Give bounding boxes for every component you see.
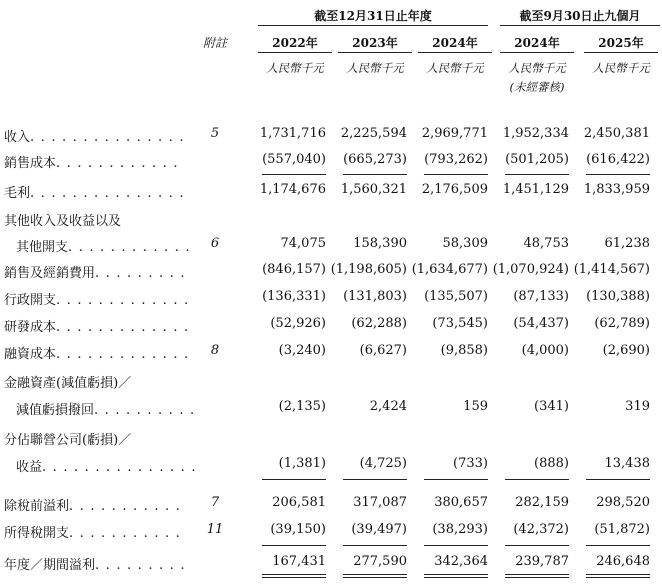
value-cell: (888)	[534, 456, 569, 471]
row-label-gross-profit: 毛利. . . . . . . . . . . . . . .	[4, 186, 185, 201]
value-cell: 1,833,959	[583, 182, 650, 197]
total-double-rule	[505, 574, 569, 575]
value-cell: (39,497)	[351, 522, 407, 537]
row-label-other-expenses: 其他開支. . . . . . . . . . . .	[16, 240, 191, 255]
total-double-rule	[343, 577, 407, 578]
subtotal-rule	[343, 545, 407, 546]
value-cell: (341)	[534, 399, 569, 414]
unit-label: 人民幣千元	[426, 61, 484, 75]
row-note: 11	[206, 522, 224, 537]
group-header-nine-months: 截至9月30日止九個月	[519, 9, 641, 23]
value-cell: 277,590	[353, 554, 407, 569]
value-cell: 206,581	[272, 495, 326, 510]
subtotal-rule	[262, 479, 326, 480]
value-cell: 239,787	[515, 554, 569, 569]
value-cell: 2,176,509	[421, 182, 488, 197]
year-header-2024: 2024年	[432, 36, 478, 50]
subtotal-rule	[586, 545, 650, 546]
subtotal-rule	[505, 545, 569, 546]
value-cell: (130,388)	[586, 289, 650, 304]
total-double-rule	[424, 577, 488, 578]
value-cell: 298,520	[596, 495, 650, 510]
value-cell: (1,070,924)	[492, 262, 569, 277]
unaudited-label: (未經審核)	[509, 80, 565, 94]
value-cell: (616,422)	[586, 152, 650, 167]
value-cell: 1,174,676	[259, 182, 326, 197]
value-cell: (136,331)	[262, 289, 326, 304]
value-cell: 246,648	[596, 554, 650, 569]
value-cell: (1,381)	[278, 456, 326, 471]
unit-label: 人民幣千元	[346, 61, 404, 75]
year-rule	[258, 52, 332, 53]
value-cell: 1,451,129	[502, 182, 569, 197]
value-cell: (846,157)	[262, 262, 326, 277]
row-label-financial-assets: 金融資產(減值虧損)／	[4, 376, 132, 391]
total-double-rule	[586, 577, 650, 578]
group-rule-year-end	[258, 25, 488, 26]
unit-label: 人民幣千元	[266, 61, 324, 75]
total-double-rule	[424, 574, 488, 575]
subtotal-rule	[424, 174, 488, 175]
group-header-year-end: 截至12月31日止年度	[314, 9, 432, 23]
value-cell: 58,309	[442, 236, 488, 251]
value-cell: (73,545)	[432, 316, 488, 331]
value-cell: (3,240)	[278, 343, 326, 358]
value-cell: 159	[463, 399, 488, 414]
row-note: 8	[210, 343, 220, 358]
total-double-rule	[586, 574, 650, 575]
value-cell: (42,372)	[513, 522, 569, 537]
year-header-2022: 2022年	[272, 36, 318, 50]
row-label-profit-before-tax: 除稅前溢利. . . . . . . . . . .	[4, 499, 181, 514]
total-double-rule	[343, 574, 407, 575]
row-label-administrative: 行政開支. . . . . . . . . . . . .	[4, 293, 190, 308]
subtotal-rule	[262, 545, 326, 546]
subtotal-rule	[586, 174, 650, 175]
value-cell: (38,293)	[432, 522, 488, 537]
subtotal-rule	[343, 174, 407, 175]
year-rule	[338, 52, 412, 53]
value-cell: 48,753	[523, 236, 569, 251]
value-cell: 13,438	[604, 456, 650, 471]
value-cell: (135,507)	[424, 289, 488, 304]
year-rule	[584, 52, 658, 53]
subtotal-rule	[505, 479, 569, 480]
value-cell: 317,087	[353, 495, 407, 510]
total-double-rule	[505, 577, 569, 578]
value-cell: (4,000)	[521, 343, 569, 358]
value-cell: 167,431	[272, 554, 326, 569]
total-double-rule	[262, 577, 326, 578]
value-cell: 1,731,716	[259, 126, 326, 141]
value-cell: 380,657	[434, 495, 488, 510]
subtotal-rule	[424, 479, 488, 480]
value-cell: (501,205)	[505, 152, 569, 167]
row-label-share-of-associates: 分佔聯營公司(虧損)／	[4, 433, 132, 448]
year-header-2025-nine-months: 2025年	[598, 36, 644, 50]
row-note: 7	[210, 495, 220, 510]
unit-label: 人民幣千元	[592, 61, 650, 75]
value-cell: 319	[625, 399, 650, 414]
row-label-rnd: 研發成本. . . . . . . . . . . . .	[4, 320, 190, 335]
note-column-header: 附註	[203, 36, 228, 50]
value-cell: (2,690)	[602, 343, 650, 358]
row-label-income-tax: 所得稅開支. . . . . . . . . . .	[4, 526, 181, 541]
row-note: 6	[210, 236, 220, 251]
subtotal-rule	[505, 174, 569, 175]
value-cell: 1,560,321	[340, 182, 407, 197]
subtotal-rule	[262, 174, 326, 175]
value-cell: (62,789)	[594, 316, 650, 331]
year-header-2023: 2023年	[352, 36, 398, 50]
subtotal-rule	[343, 479, 407, 480]
value-cell: (62,288)	[351, 316, 407, 331]
row-label-impairment-reversal: 減值虧損撥回. . . . . . . . . .	[16, 403, 196, 418]
row-label-profit-for-period: 年度／期間溢利. . . . . . . . .	[4, 558, 186, 573]
value-cell: (9,858)	[440, 343, 488, 358]
row-label-revenue: 收入. . . . . . . . . . . . . . .	[4, 130, 185, 145]
row-note: 5	[210, 126, 220, 141]
year-rule	[500, 52, 574, 53]
year-header-2024-nine-months: 2024年	[514, 36, 560, 50]
row-label-cost-of-sales: 銷售成本. . . . . . . . . . . .	[4, 156, 179, 171]
value-cell: 2,969,771	[421, 126, 488, 141]
row-label-associates-gains: 收益. . . . . . . . . . . . . . .	[16, 460, 197, 475]
value-cell: 2,225,594	[340, 126, 407, 141]
row-label-other-income: 其他收入及收益以及	[4, 214, 122, 229]
value-cell: 1,952,334	[502, 126, 569, 141]
value-cell: (1,634,677)	[411, 262, 488, 277]
value-cell: 342,364	[434, 554, 488, 569]
value-cell: 282,159	[515, 495, 569, 510]
value-cell: (4,725)	[359, 456, 407, 471]
value-cell: (51,872)	[594, 522, 650, 537]
value-cell: (39,150)	[270, 522, 326, 537]
value-cell: (54,437)	[513, 316, 569, 331]
subtotal-rule	[586, 479, 650, 480]
value-cell: 158,390	[353, 236, 407, 251]
value-cell: (131,803)	[343, 289, 407, 304]
value-cell: (733)	[453, 456, 488, 471]
value-cell: 74,075	[280, 236, 326, 251]
group-rule-nine-months	[500, 25, 660, 26]
value-cell: 61,238	[604, 236, 650, 251]
value-cell: (6,627)	[359, 343, 407, 358]
unit-label: 人民幣千元	[508, 61, 566, 75]
subtotal-rule	[424, 545, 488, 546]
value-cell: 2,450,381	[583, 126, 650, 141]
value-cell: (1,414,567)	[573, 262, 650, 277]
value-cell: (52,926)	[270, 316, 326, 331]
total-double-rule	[262, 574, 326, 575]
value-cell: (557,040)	[262, 152, 326, 167]
value-cell: (1,198,605)	[330, 262, 407, 277]
value-cell: (2,135)	[278, 399, 326, 414]
row-label-selling-distribution: 銷售及經銷費用. . . . . . . . .	[4, 266, 186, 281]
row-label-finance-costs: 融資成本. . . . . . . . . . . . .	[4, 347, 190, 362]
value-cell: (87,133)	[513, 289, 569, 304]
year-rule	[418, 52, 492, 53]
value-cell: 2,424	[369, 399, 407, 414]
value-cell: (665,273)	[343, 152, 407, 167]
value-cell: (793,262)	[424, 152, 488, 167]
